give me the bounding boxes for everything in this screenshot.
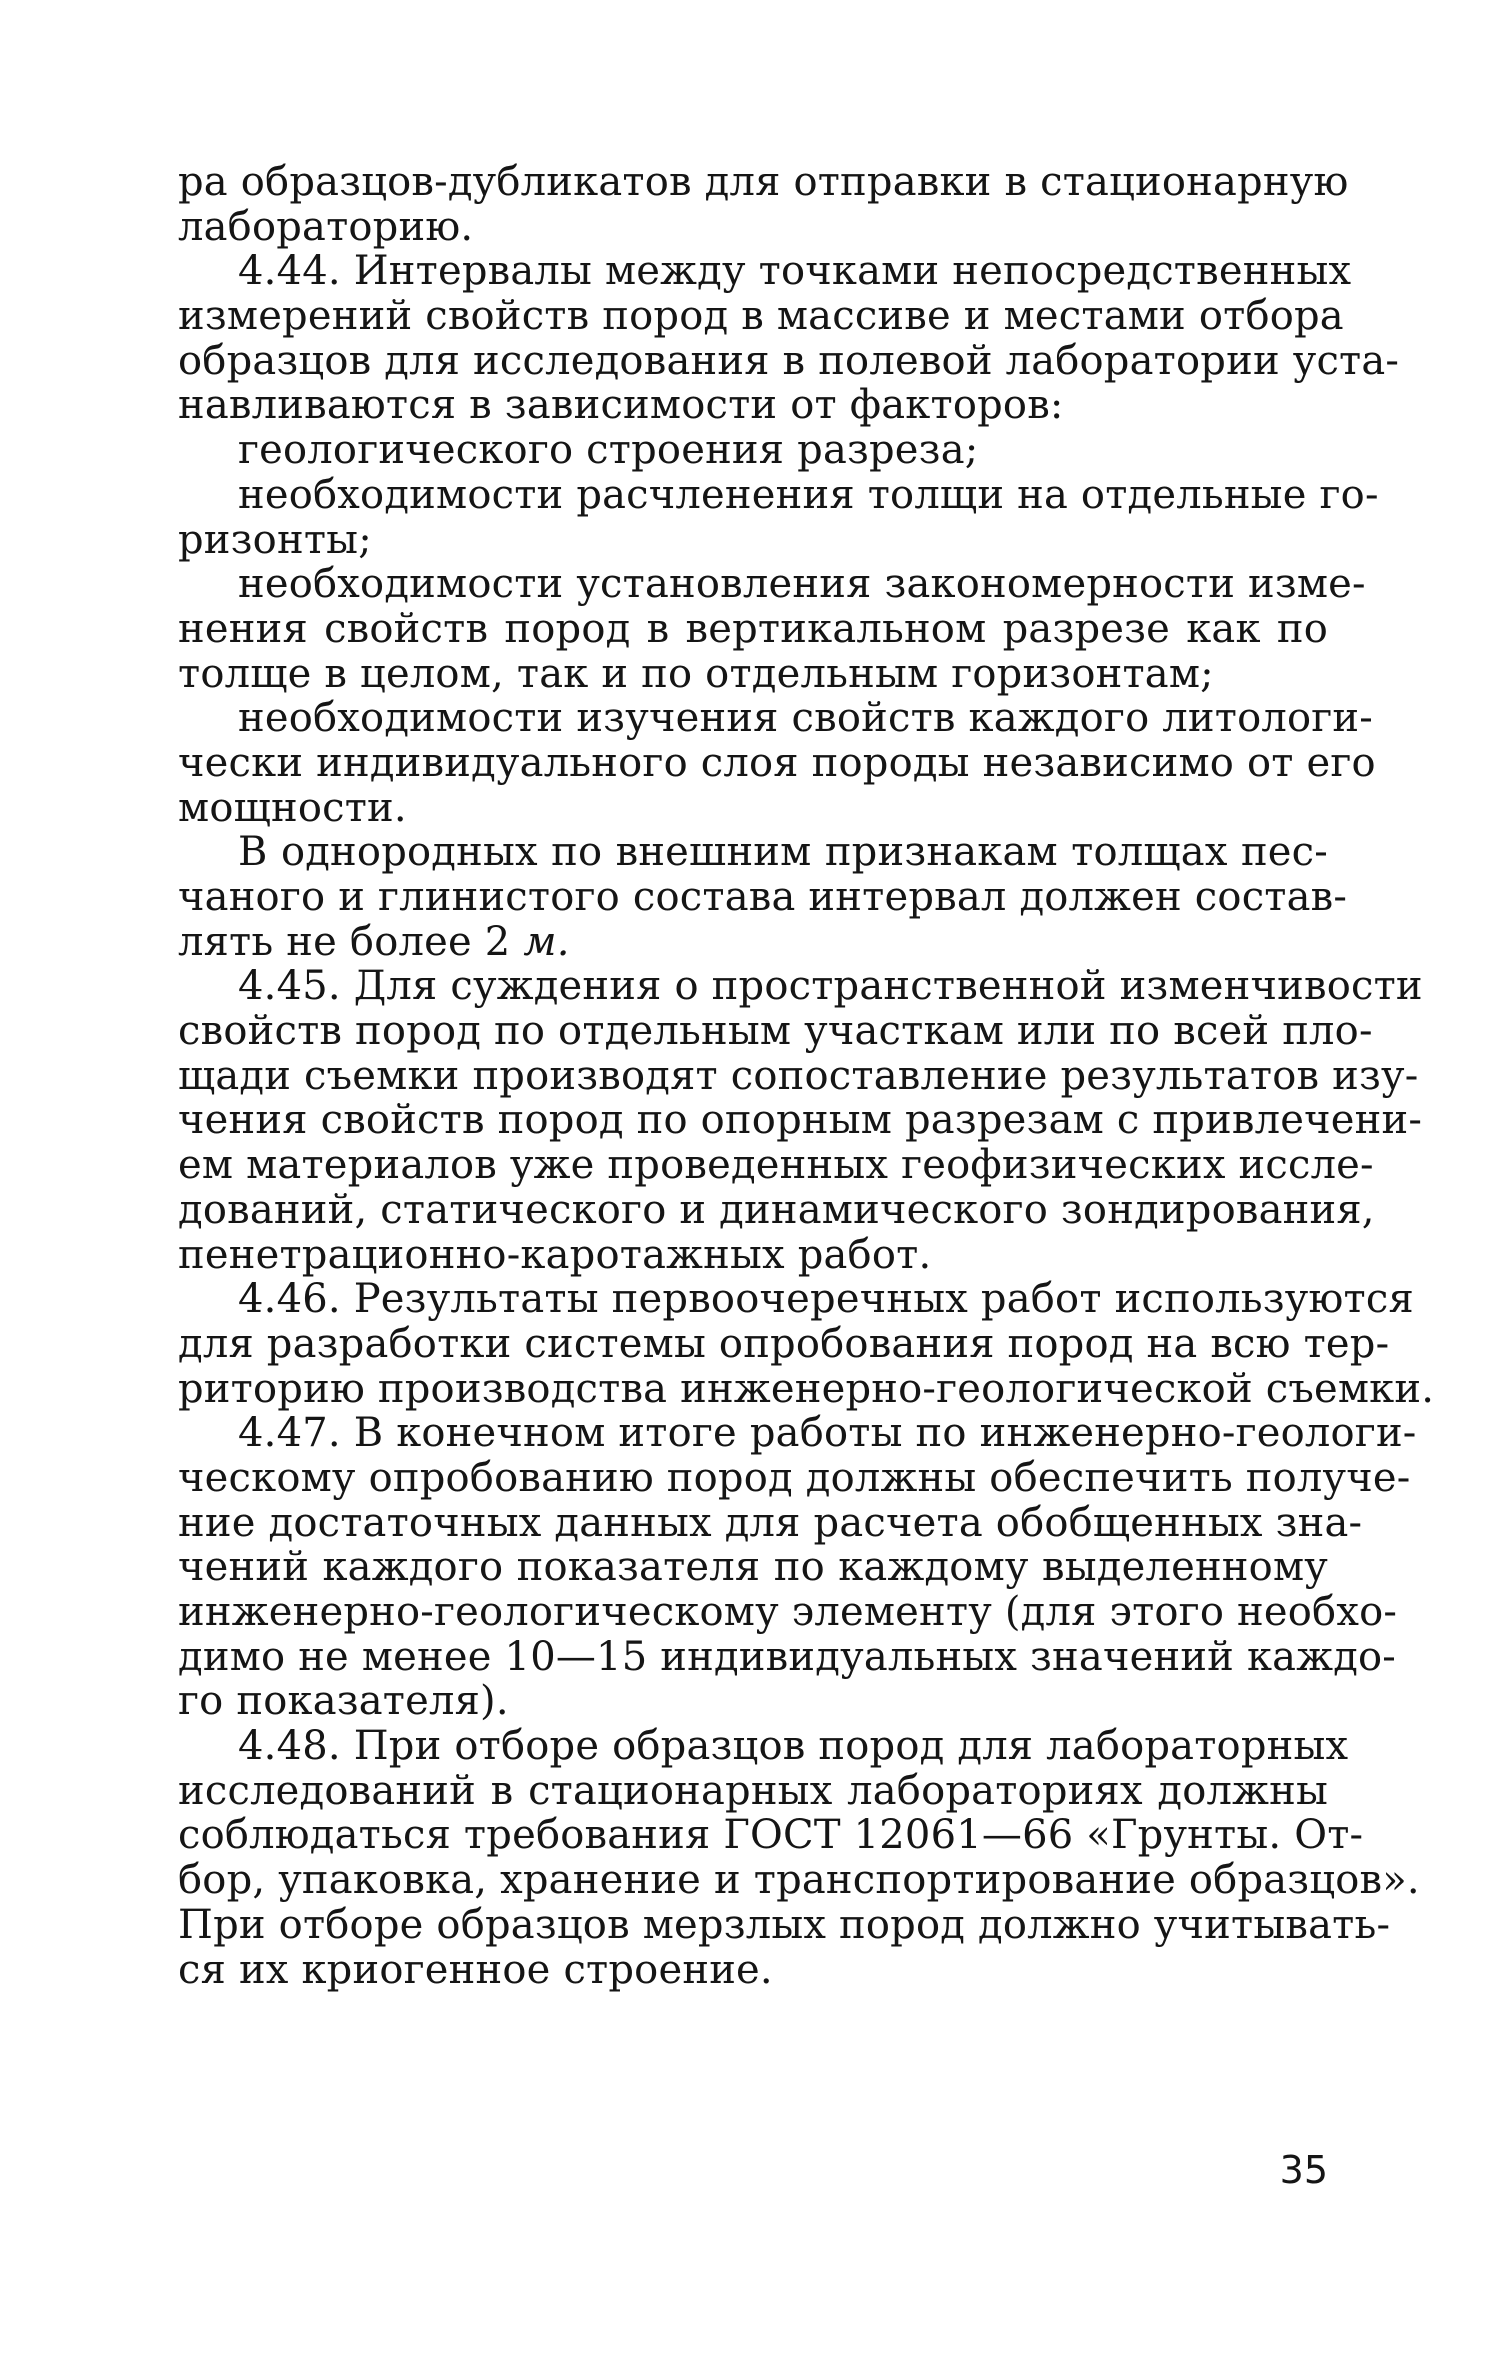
text-line: исследований в стационарных лабораториях должны bbox=[178, 1767, 1328, 1814]
text-line: ра образцов-дубликатов для отправки в стационарную bbox=[178, 159, 1349, 205]
text-line: чаного и глинистого состава интервал должен состав- bbox=[178, 874, 1348, 920]
text-line-with-unit bbox=[178, 920, 1328, 965]
page-number: 35 bbox=[1279, 2148, 1328, 2192]
paragraph-4-44-start: 4.44. Интервалы между точками непосредственных bbox=[238, 248, 1352, 295]
list-item: необходимости установления закономерности изме- bbox=[238, 561, 1366, 608]
list-item: необходимости расчленения толщи на отдельные го- bbox=[238, 471, 1379, 518]
text-line: ческому опробованию пород должны обеспечить получе- bbox=[178, 1454, 1411, 1501]
text-line: инженерно-геологическому элементу (для этого необхо- bbox=[178, 1589, 1398, 1635]
paragraph-4-46-start: 4.46. Результаты первоочеречных работ используются bbox=[238, 1276, 1414, 1323]
text-line: пенетрационно-каротажных работ. bbox=[178, 1231, 932, 1278]
text-line: для разработки системы опробования пород на всю тер- bbox=[178, 1320, 1390, 1367]
list-item: необходимости изучения свойств каждого литологи- bbox=[238, 695, 1373, 742]
text-line: чески индивидуального слоя породы независимо от его bbox=[178, 739, 1376, 786]
text-fragment: лять не более 2 bbox=[178, 918, 511, 965]
text-line: чения свойств пород по опорным разрезам с привлечени- bbox=[178, 1097, 1423, 1144]
body-text bbox=[178, 159, 1435, 1993]
text-line: измерений свойств пород в массиве и местами отбора bbox=[178, 293, 1344, 340]
text-line: образцов для исследования в полевой лаборатории уста- bbox=[178, 337, 1400, 384]
text-line: толще в целом, так и по отдельным горизонтам; bbox=[178, 650, 1214, 697]
text-line: При отборе образцов мерзлых пород должно учитывать- bbox=[178, 1901, 1391, 1948]
text-line: нения свойств пород в вертикальном разрезе как по bbox=[178, 605, 1328, 652]
text-line: щади съемки производят сопоставление результатов изу- bbox=[178, 1052, 1419, 1099]
text-line: ся их криогенное строение. bbox=[178, 1946, 773, 1993]
unit-italic: м. bbox=[523, 918, 570, 965]
text-line: свойств пород по отдельным участкам или по всей пло- bbox=[178, 1008, 1373, 1055]
text-line: ние достаточных данных для расчета обобщенных зна- bbox=[178, 1499, 1363, 1546]
paragraph-4-45-start: 4.45. Для суждения о пространственной изменчивости bbox=[238, 963, 1423, 1010]
text-line: димо не менее 10—15 индивидуальных значений каждо- bbox=[178, 1633, 1397, 1680]
text-line: мощности. bbox=[178, 784, 407, 831]
text-line: бор, упаковка, хранение и транспортирование образцов». bbox=[178, 1857, 1420, 1904]
text-line: го показателя). bbox=[178, 1678, 509, 1725]
text-line: дований, статического и динамического зондирования, bbox=[178, 1186, 1375, 1233]
text-line: ем материалов уже проведенных геофизических иссле- bbox=[178, 1142, 1374, 1189]
text-line: лабораторию. bbox=[178, 203, 474, 250]
text-line: соблюдаться требования ГОСТ 12061—66 «Грунты. От- bbox=[178, 1812, 1364, 1859]
list-item: геологического строения разреза; bbox=[238, 427, 979, 474]
text-line: чений каждого показателя по каждому выделенному bbox=[178, 1544, 1328, 1591]
text-line: ризонты; bbox=[178, 516, 372, 563]
text-line: В однородных по внешним признакам толщах пес- bbox=[238, 829, 1328, 876]
paragraph-4-48-start: 4.48. При отборе образцов пород для лабораторных bbox=[238, 1723, 1349, 1770]
paragraph-4-47-start: 4.47. В конечном итоге работы по инженерно-геологи- bbox=[238, 1410, 1417, 1457]
text-line: риторию производства инженерно-геологической съемки. bbox=[178, 1365, 1435, 1412]
text-line: навливаются в зависимости от факторов: bbox=[178, 382, 1064, 429]
